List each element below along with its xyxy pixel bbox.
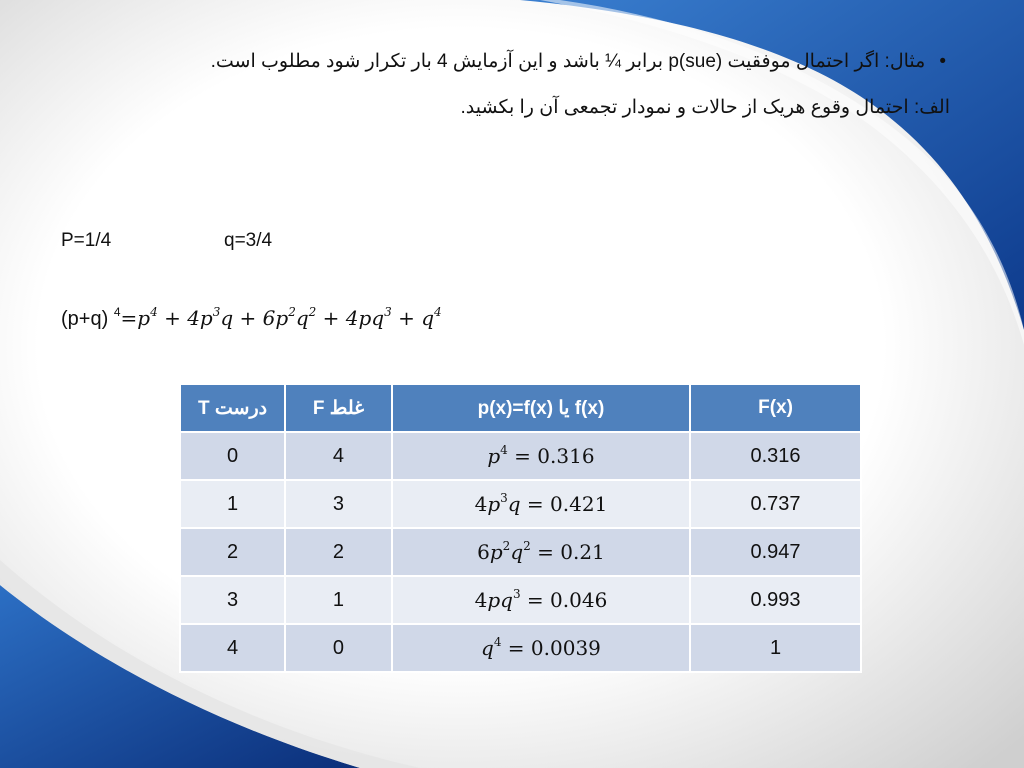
expansion-term-base: p bbox=[137, 306, 151, 330]
formula-exponent: 3 bbox=[500, 491, 508, 505]
cell-probability-formula bbox=[392, 624, 690, 672]
cell-probability-formula bbox=[392, 528, 690, 576]
example-line-1: مثال: اگر احتمال موفقیت p(sue) برابر ¼ باشد و این آزمایش 4 بار تکرار شود مطلوب است. bbox=[210, 51, 926, 72]
header-pmf: f(x) یا p(x)=f(x) bbox=[392, 384, 690, 432]
expansion-term-exponent: 2 bbox=[288, 305, 296, 319]
expansion-rhs bbox=[121, 306, 442, 330]
header-wrong-f: غلط F bbox=[285, 384, 392, 432]
formula-base: p bbox=[489, 540, 503, 564]
cell-wrong-count: 2 bbox=[285, 528, 392, 576]
cell-wrong-count: 1 bbox=[285, 576, 392, 624]
formula-coefficient: 4 bbox=[474, 588, 488, 612]
formula-exponent: 4 bbox=[493, 635, 502, 649]
cell-correct-count: 2 bbox=[180, 528, 285, 576]
formula-base: p bbox=[487, 444, 501, 468]
formula-base: p bbox=[487, 492, 501, 516]
table-row bbox=[180, 624, 861, 672]
cell-correct-count: 1 bbox=[180, 480, 285, 528]
formula-value: = 0.421 bbox=[520, 492, 608, 516]
table-row bbox=[180, 432, 861, 480]
formula-exponent: 2 bbox=[502, 539, 511, 553]
formula-coefficient: 4 bbox=[474, 492, 488, 516]
table-row bbox=[180, 576, 861, 624]
expansion-term-tail: q bbox=[220, 306, 234, 330]
cell-correct-count: 0 bbox=[180, 432, 285, 480]
parameters-line bbox=[61, 230, 273, 252]
cell-wrong-count: 3 bbox=[285, 480, 392, 528]
formula-exponent: 3 bbox=[512, 587, 521, 601]
cell-cumulative: 0.316 bbox=[690, 432, 861, 480]
expansion-term-exponent: 4 bbox=[434, 305, 442, 319]
formula-base: pq bbox=[487, 588, 513, 612]
cell-correct-count: 4 bbox=[180, 624, 285, 672]
formula-factor: q bbox=[510, 540, 524, 564]
formula-value: = 0.316 bbox=[507, 444, 595, 468]
expansion-lhs-exponent: 4 bbox=[113, 305, 121, 319]
cell-cumulative: 0.947 bbox=[690, 528, 861, 576]
expansion-term-coef: + 4 bbox=[157, 306, 200, 330]
expansion-term-tail: q bbox=[295, 306, 309, 330]
expansion-term-base: p bbox=[199, 306, 213, 330]
header-correct-t: درست T bbox=[180, 384, 285, 432]
formula-exponent: 4 bbox=[500, 443, 508, 457]
table-header-row bbox=[180, 384, 861, 432]
probability-table bbox=[179, 383, 862, 673]
expansion-term-exponent: 3 bbox=[384, 305, 392, 319]
formula-base: q bbox=[481, 636, 494, 660]
q-value: q=3/4 bbox=[224, 230, 273, 251]
expansion-term-coef: + 4 bbox=[316, 306, 359, 330]
expansion-term-coef: + bbox=[391, 306, 422, 330]
expansion-term-exponent: 4 bbox=[150, 305, 158, 319]
cell-cumulative: 0.737 bbox=[690, 480, 861, 528]
formula-value: = 0.21 bbox=[530, 540, 605, 564]
cell-probability-formula bbox=[392, 432, 690, 480]
cell-cumulative: 0.993 bbox=[690, 576, 861, 624]
expansion-lhs: (p+q) bbox=[61, 308, 114, 330]
expansion-term-coef: + 6 bbox=[233, 306, 276, 330]
cell-probability-formula bbox=[392, 576, 690, 624]
formula-value: = 0.046 bbox=[520, 588, 608, 612]
table-row bbox=[180, 528, 861, 576]
cell-wrong-count: 0 bbox=[285, 624, 392, 672]
header-cdf: F(x) bbox=[690, 384, 861, 432]
bullet-marker: • bbox=[939, 51, 946, 72]
expansion-term-base: pq bbox=[358, 306, 385, 330]
expansion-term-exponent: 3 bbox=[212, 305, 221, 319]
cell-cumulative: 1 bbox=[690, 624, 861, 672]
formula-value: = 0.0039 bbox=[501, 636, 601, 660]
cell-probability-formula bbox=[392, 480, 690, 528]
formula-coefficient: 6 bbox=[477, 540, 490, 564]
binomial-expansion bbox=[61, 306, 442, 331]
cell-correct-count: 3 bbox=[180, 576, 285, 624]
table-row bbox=[180, 480, 861, 528]
formula-factor: q bbox=[507, 492, 521, 516]
expansion-term-tail-exponent: 2 bbox=[308, 305, 317, 319]
example-statement bbox=[211, 50, 946, 74]
cell-wrong-count: 4 bbox=[285, 432, 392, 480]
expansion-term-base: q bbox=[421, 306, 435, 330]
formula-factor-exponent: 2 bbox=[523, 539, 531, 553]
p-value: P=1/4 bbox=[61, 230, 112, 251]
example-question: الف: احتمال وقوع هریک از حالات و نمودار تجمعی آن را بکشید. bbox=[460, 97, 950, 118]
expansion-term-coef: = bbox=[120, 306, 138, 330]
expansion-term-base: p bbox=[275, 306, 289, 330]
